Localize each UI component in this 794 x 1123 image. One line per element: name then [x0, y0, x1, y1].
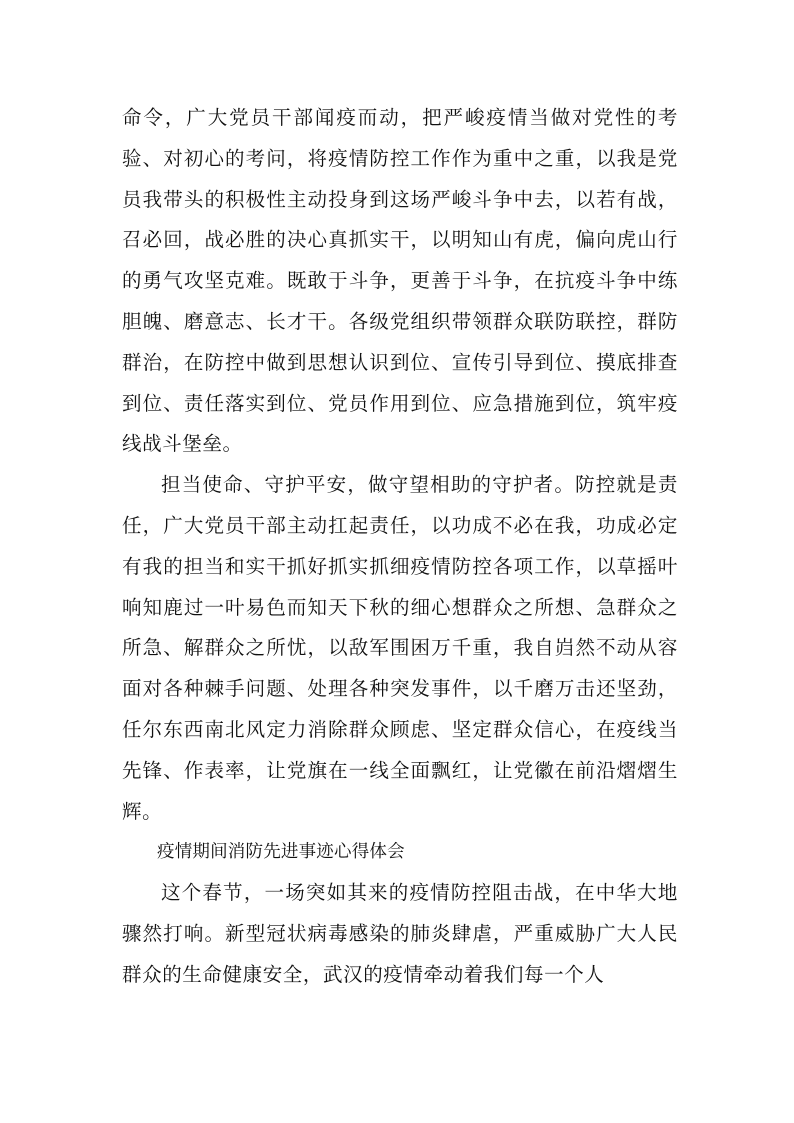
paragraph-responsibility: 担当使命、守护平安，做守望相助的守护者。防控就是责任，广大党员干部主动扛起责任，以功成不必在我，功成必定有我的担当和实干抓好抓实抓细疫情防控各项工作，以草摇叶响知鹿过一叶易色而知天下秋的细心想群众之所想、急群众之所急、解群众之所忧，以敌军围困万千重，我自岿然不动从容面对各种棘手问题、处理各种突发事件，以千磨万击还坚劲，任尔东西南北风定力消除群众顾虑、坚定群众信心，在疫线当先锋、作表率，让党旗在一线全面飘红，让党徽在前沿熠熠生辉。 [122, 473, 678, 823]
document-body [122, 98, 678, 996]
paragraph-spring-festival: 这个春节，一场突如其来的疫情防控阻击战，在中华大地骤然打响。新型冠状病毒感染的肺炎肆虐，严重威胁广大人民群众的生命健康安全，武汉的疫情牵动着我们每一个人 [122, 881, 678, 986]
section-subtitle: 疫情期间消防先进事迹心得体会 [157, 842, 405, 863]
paragraph-continuation: 命令，广大党员干部闻疫而动，把严峻疫情当做对党性的考验、对初心的考问，将疫情防控工作作为重中之重，以我是党员我带头的积极性主动投身到这场严峻斗争中去，以若有战，召必回，战必胜的决心真抓实干，以明知山有虎，偏向虎山行的勇气攻坚克难。既敢于斗争，更善于斗争，在抗疫斗争中练胆魄、磨意志、长才干。各级党组织带领群众联防联控，群防群治，在防控中做到思想认识到位、宣传引导到位、摸底排查到位、责任落实到位、党员作用到位、应急措施到位，筑牢疫线战斗堡垒。 [122, 106, 678, 456]
